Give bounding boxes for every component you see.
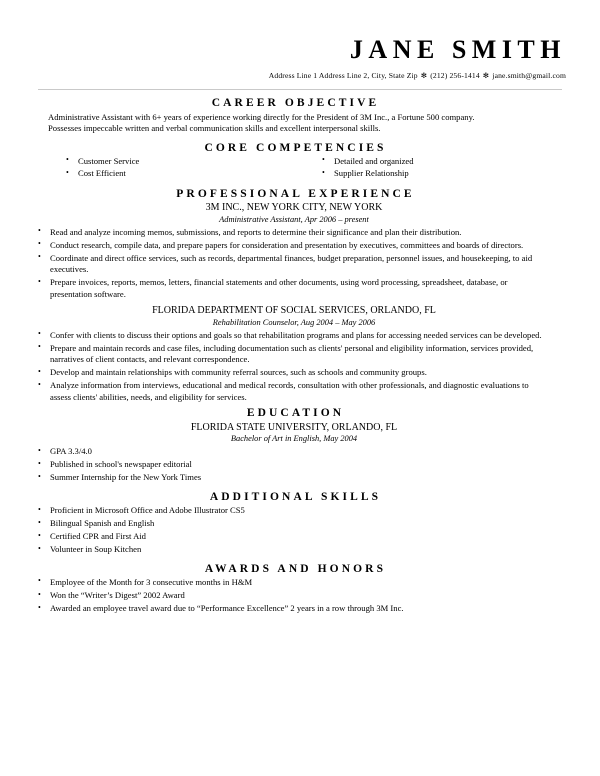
section-title-professional-experience: PROFESSIONAL EXPERIENCE — [176, 187, 415, 200]
list-item: • Supplier Relationship — [322, 168, 550, 180]
list-item: • Bilingual Spanish and English — [38, 518, 550, 530]
core-competencies-left-list — [66, 156, 294, 180]
list-item: • Conduct research, compile data, and prepare papers for consideration and presentation by executives, committees and boards of directors. — [38, 240, 550, 252]
contact-phone: (212) 256-1414 — [430, 71, 480, 81]
candidate-name: JANE SMITH — [349, 35, 566, 64]
career-objective-line-2: Possesses impeccable written and verbal communication skills and excellent interpersonal skills. — [48, 123, 381, 134]
list-item: • Read and analyze incoming memos, submissions, and reports to determine their significance and plan their distribution. — [38, 227, 550, 239]
core-competencies-columns — [38, 156, 550, 181]
list-item: • Volunteer in Soup Kitchen — [38, 544, 550, 556]
education-bullet-list — [38, 446, 550, 484]
list-item: • Confer with clients to discuss their options and goals so that rehabilitation programs and plans for accessing needed services can be developed. — [38, 330, 550, 342]
list-item: • Develop and maintain relationships with community referral sources, such as schools and community groups. — [38, 367, 550, 379]
list-item: • Prepare and maintain records and case files, including documentation such as clients' personal and eligibility information, services provided, narratives of client contacts, and relevant correspondence. — [38, 343, 550, 366]
career-objective-line-1: Administrative Assistant with 6+ years of experience working directly for the President of 3M Inc., a Fortune 500 company. — [48, 111, 475, 122]
experience-bullet-list — [38, 330, 550, 404]
section-education — [38, 406, 550, 483]
section-title-education: EDUCATION — [246, 407, 345, 420]
contact-line — [38, 71, 568, 80]
employer-name: 3M INC., NEW YORK CITY, NEW YORK — [205, 202, 383, 214]
awards-bullet-list — [38, 577, 550, 615]
degree-and-date: Bachelor of Art in English, May 2004 — [230, 434, 358, 444]
section-awards-and-honors — [38, 562, 550, 615]
experience-entry — [38, 305, 550, 403]
employer-name: FLORIDA DEPARTMENT OF SOCIAL SERVICES, ORLANDO, FL — [152, 305, 436, 317]
header-divider — [38, 89, 562, 90]
job-title-and-dates: Rehabilitation Counselor, Aug 2004 – May 2006 — [212, 317, 376, 327]
contact-separator-icon: ✻ — [482, 71, 490, 81]
contact-email[interactable]: jane.smith@gmail.com — [492, 71, 566, 81]
list-item: • GPA 3.3/4.0 — [38, 446, 550, 458]
section-title-career-objective: CAREER OBJECTIVE — [211, 97, 380, 110]
resume-content — [0, 96, 600, 614]
list-item: • Cost Efficient — [66, 168, 294, 180]
list-item: • Won the “Writer’s Digest” 2002 Award — [38, 590, 550, 602]
additional-skills-bullet-list — [38, 505, 550, 556]
core-competencies-left-column — [38, 156, 294, 181]
list-item: • Certified CPR and First Aid — [38, 531, 550, 543]
list-item: • Published in school's newspaper editorial — [38, 459, 550, 471]
section-professional-experience — [38, 187, 550, 403]
list-item: • Summer Internship for the New York Times — [38, 472, 550, 484]
core-competencies-right-column — [294, 156, 550, 181]
experience-bullet-list — [38, 227, 550, 301]
contact-separator-icon: ✻ — [420, 71, 428, 81]
list-item: • Employee of the Month for 3 consecutive months in H&M — [38, 577, 550, 589]
section-core-competencies — [38, 141, 550, 181]
list-item: • Coordinate and direct office services, such as records, departmental finances, budget preparation, personnel issues, and housekeeping, to aid executives. — [38, 253, 550, 276]
list-item: • Proficient in Microsoft Office and Adobe Illustrator CS5 — [38, 505, 550, 517]
list-item: • Customer Service — [66, 156, 294, 168]
section-title-additional-skills: ADDITIONAL SKILLS — [209, 490, 382, 503]
resume-header — [0, 0, 600, 80]
section-title-awards-and-honors: AWARDS AND HONORS — [204, 562, 387, 575]
list-item: • Prepare invoices, reports, memos, letters, financial statements and other documents, using word processing, spreadsheet, database, or presentation software. — [38, 277, 550, 300]
school-name: FLORIDA STATE UNIVERSITY, ORLANDO, FL — [190, 421, 398, 433]
contact-address: Address Line 1 Address Line 2, City, State Zip — [268, 71, 418, 81]
section-career-objective — [38, 96, 550, 134]
core-competencies-right-list — [322, 156, 550, 180]
section-additional-skills — [38, 490, 550, 556]
list-item: • Analyze information from interviews, educational and medical records, consultation with other professionals, and diagnostic evaluations to assess clients' abilities, needs, and eligibility for services. — [38, 380, 550, 403]
job-title-and-dates: Administrative Assistant, Apr 2006 – present — [219, 214, 369, 224]
experience-entry — [38, 202, 550, 300]
list-item: • Awarded an employee travel award due to “Performance Excellence” 2 years in a row through 3M Inc. — [38, 603, 550, 615]
section-title-core-competencies: CORE COMPETENCIES — [204, 141, 387, 154]
list-item: • Detailed and organized — [322, 156, 550, 168]
